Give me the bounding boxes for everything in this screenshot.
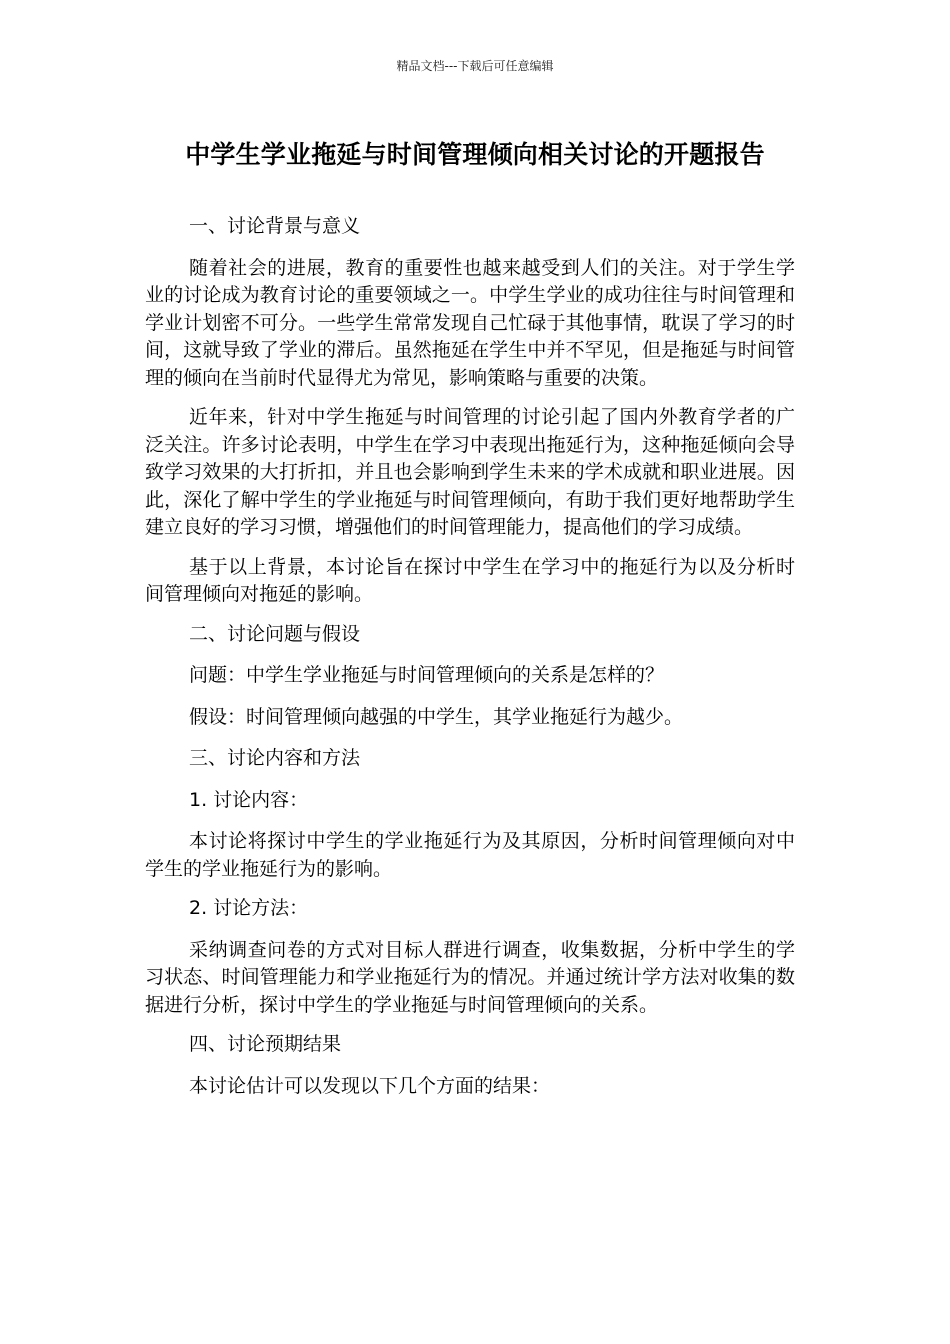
paragraph-background: 随着社会的进展，教育的重要性也越来越受到人们的关注。对于学生学业的讨论成为教育讨论的重要领域之一。中学生学业的成功往往与时间管理和学业计划密不可分。一些学生常常发现自己忙碌于其他事情，耽误了学习的时间，这就导致了学业的滞后。虽然拖延在学生中并不罕见，但是拖延与时间管理的倾向在当前时代显得尤为常见，影响策略与重要的决策。 <box>145 256 795 389</box>
paragraph-purpose: 基于以上背景，本讨论旨在探讨中学生在学习中的拖延行为以及分析时间管理倾向对拖延的影响。 <box>145 555 795 605</box>
research-question: 问题：中学生学业拖延与时间管理倾向的关系是怎样的？ <box>189 664 665 686</box>
research-hypothesis: 假设：时间管理倾向越强的中学生，其学业拖延行为越少。 <box>189 705 684 728</box>
section-heading-1: 一、讨论背景与意义 <box>189 215 361 237</box>
subheading-method: 2. 讨论方法： <box>189 897 309 919</box>
subheading-content: 1. 讨论内容： <box>189 788 309 811</box>
section-heading-3: 三、讨论内容和方法 <box>189 747 361 769</box>
paragraph-content: 本讨论将探讨中学生的学业拖延行为及其原因，分析时间管理倾向对中学生的学业拖延行为的影响。 <box>145 830 795 880</box>
paragraph-method: 采纳调查问卷的方式对目标人群进行调查，收集数据，分析中学生的学习状态、时间管理能力和学业拖延行为的情况。并通过统计学方法对收集的数据进行分析，探讨中学生的学业拖延与时间管理倾向的关系。 <box>145 938 795 1016</box>
section-heading-4: 四、讨论预期结果 <box>189 1033 342 1055</box>
document-body <box>145 213 795 1114</box>
document-title: 中学生学业拖延与时间管理倾向相关讨论的开题报告 <box>185 140 765 169</box>
section-heading-2: 二、讨论问题与假设 <box>189 622 361 645</box>
paragraph-expected-results: 本讨论估计可以发现以下几个方面的结果： <box>189 1074 551 1097</box>
paragraph-recent-research: 近年来，针对中学生拖延与时间管理的讨论引起了国内外教育学者的广泛关注。许多讨论表明，中学生在学习中表现出拖延行为，这种拖延倾向会导致学习效果的大打折扣，并且也会影响到学生未来的学术成就和职业进展。因此，深化了解中学生的学业拖延与时间管理倾向，有助于我们更好地帮助学生建立良好的学习习惯，增强他们的时间管理能力，提高他们的学习成绩。 <box>145 406 795 538</box>
page-header: 精品文档---下载后可任意编辑 <box>396 59 554 73</box>
